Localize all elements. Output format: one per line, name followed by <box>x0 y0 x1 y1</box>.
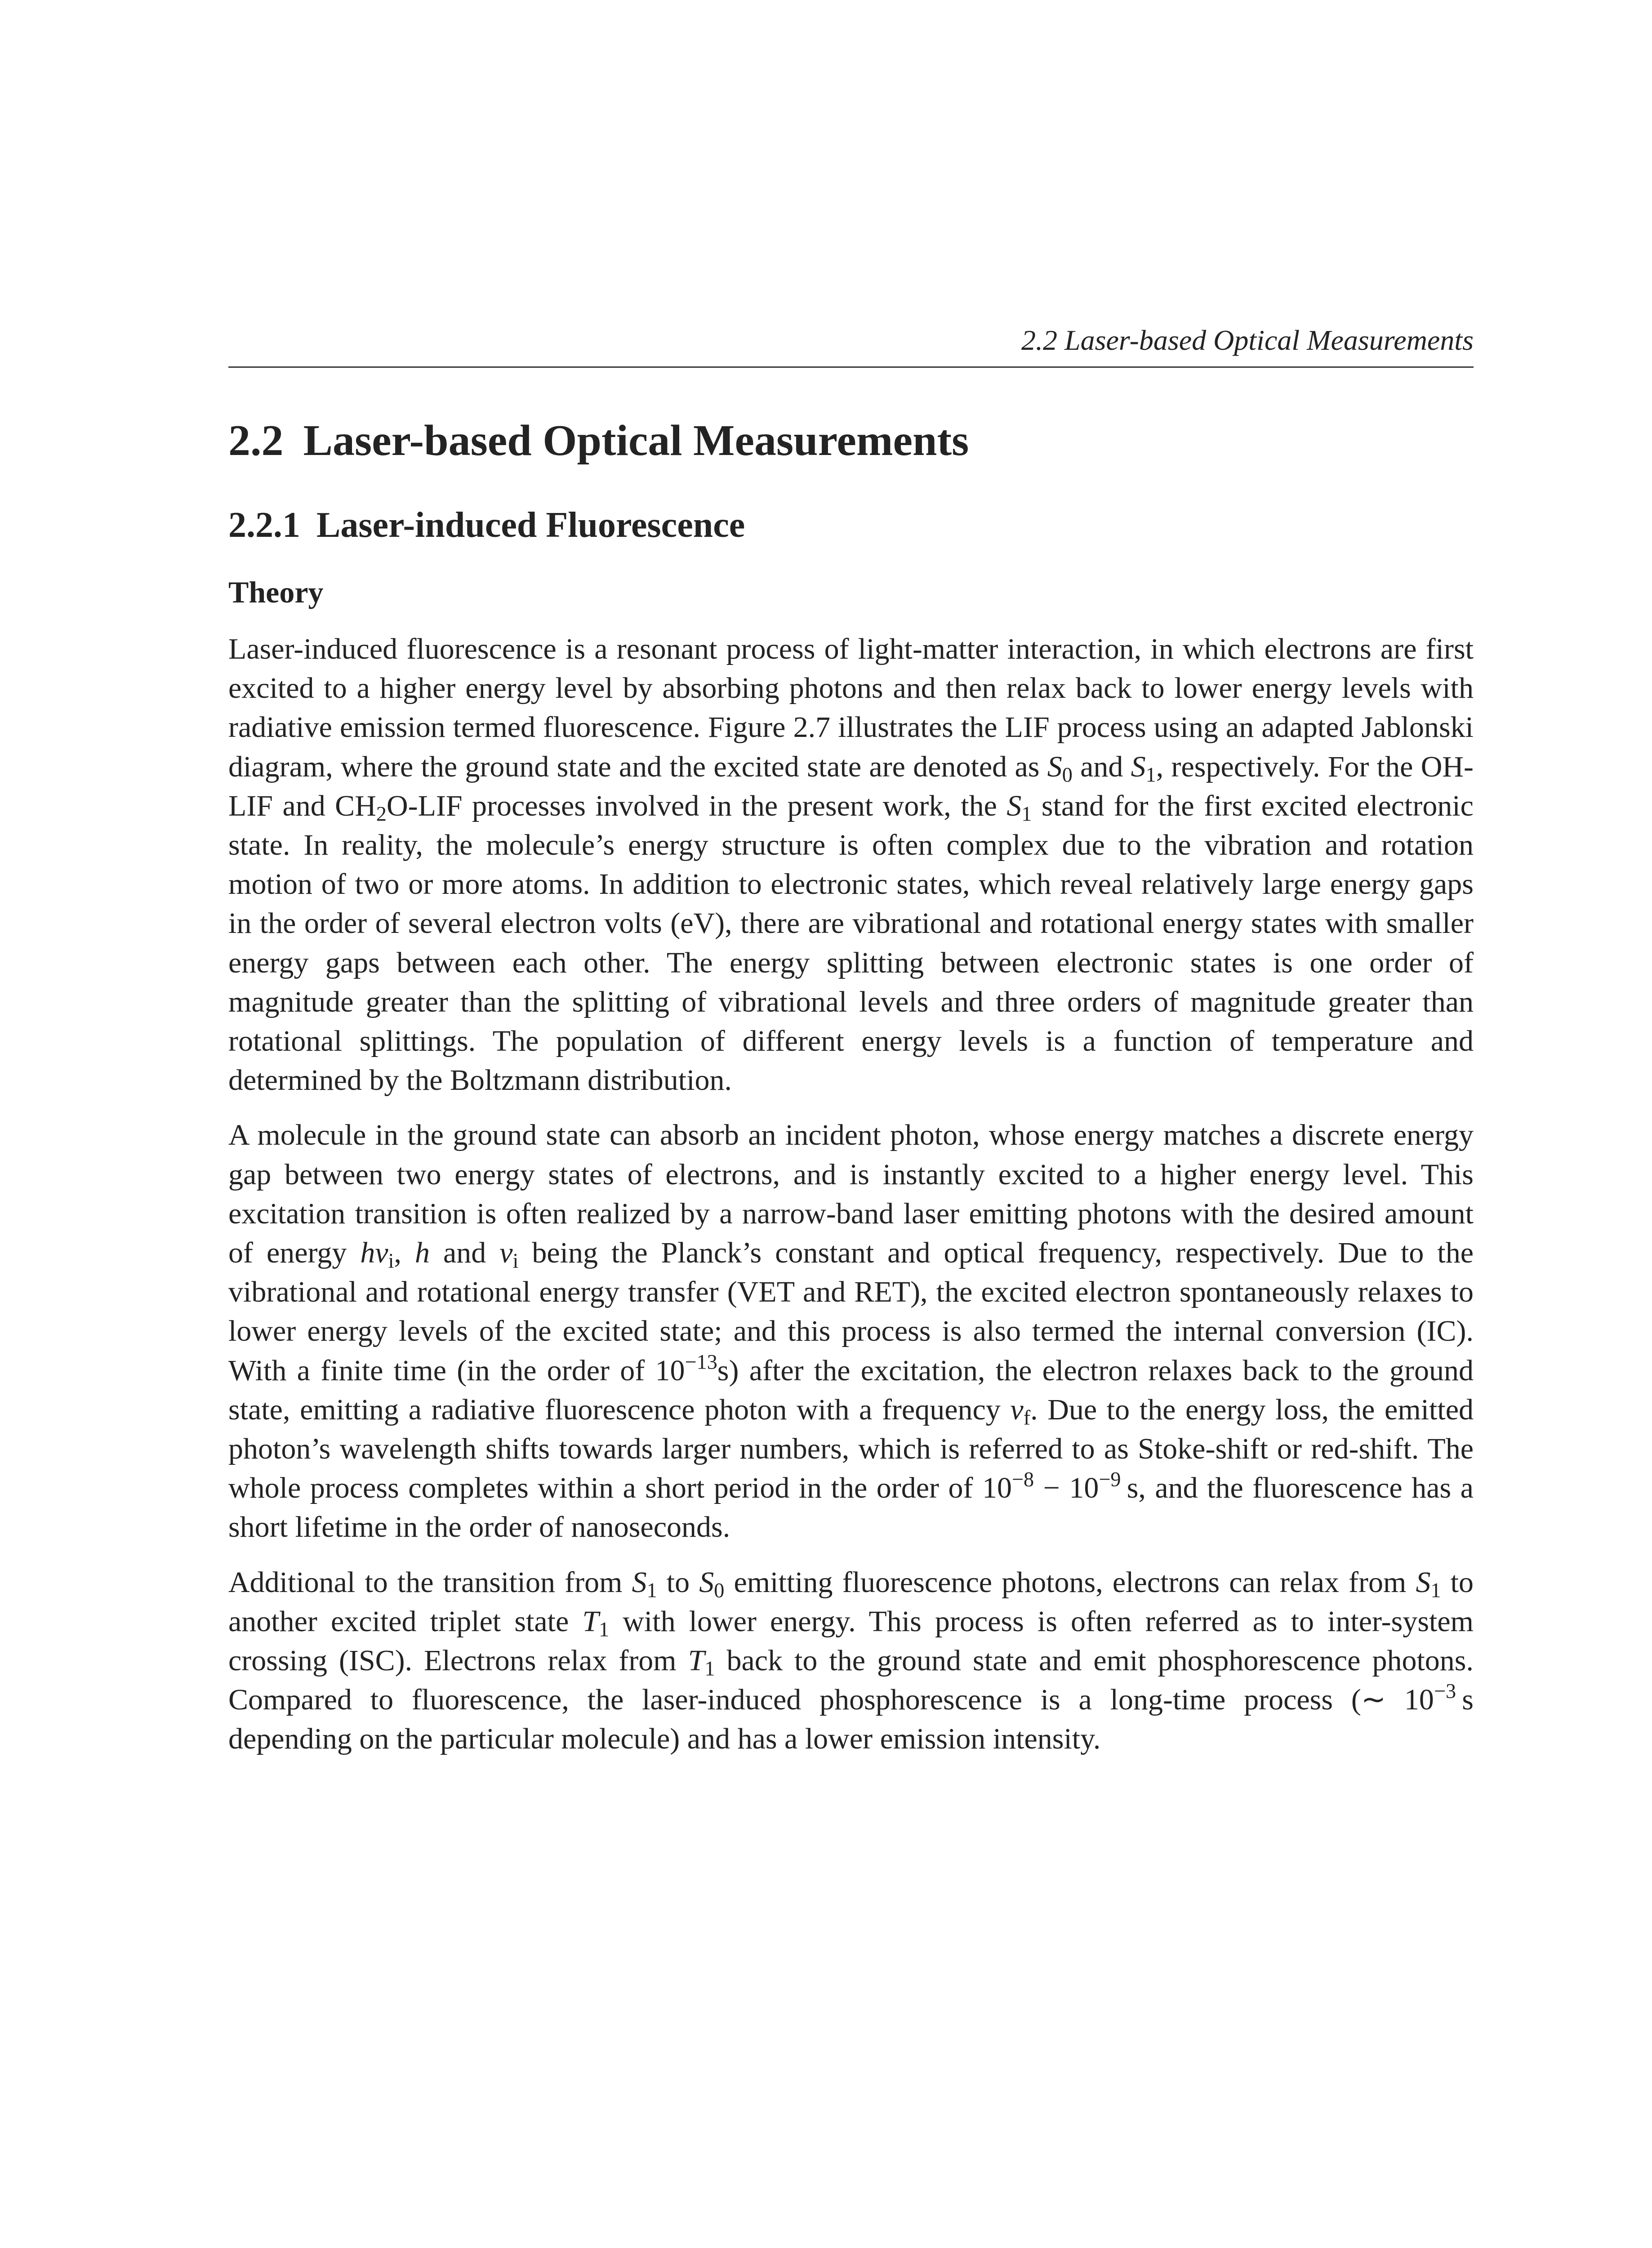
text-run: to another excited triplet state <box>228 1566 1474 1638</box>
math-subscript: f <box>1023 1406 1031 1429</box>
header-rule <box>228 366 1474 368</box>
math-superscript: −13 <box>685 1350 717 1374</box>
text-run: . Due to the energy loss, the emitted photon’s wavelength shifts towards larger numbers, which is referred to as Stoke-shift or red-shift. The whole process completes within a short period in the order of 10 <box>228 1393 1474 1505</box>
text-run: and <box>429 1236 500 1270</box>
text-run: back to the ground state and emit phosphorescence photons. Compared to fluorescence, the laser-induced phosphorescence is a long-time process (∼ 10 <box>228 1644 1474 1717</box>
text-run: to <box>657 1566 699 1599</box>
math-symbol: T <box>688 1644 705 1677</box>
text-run: O-LIF processes involved in the present work, the <box>386 789 1007 822</box>
math-subscript: 0 <box>714 1579 725 1602</box>
math-superscript: −8 <box>1011 1467 1034 1491</box>
math-subscript: 0 <box>1062 763 1073 786</box>
math-subscript: i <box>388 1249 394 1272</box>
math-subscript: 1 <box>704 1657 715 1680</box>
math-symbol: S <box>632 1566 647 1599</box>
math-subscript: 1 <box>646 1579 657 1602</box>
subsection-heading <box>228 503 1474 548</box>
text-run: − 10 <box>1034 1472 1099 1505</box>
math-superscript: −9 <box>1099 1467 1121 1491</box>
math-subscript: i <box>512 1249 519 1272</box>
math-subscript: 1 <box>1145 763 1156 786</box>
text-run: stand for the first excited electronic state. In reality, the molecule’s energy structure is often complex due to the vibration and rotation motion of two or more atoms. In addition to electronic states, which reveal relatively large energy gaps in the order of several electron volts (eV), there are vibrational and rotational energy states with smaller energy gaps between each other. The energy splitting between electronic states is one order of magnitude greater than the splitting of vibrational levels and three orders of magnitude greater than rotational splittings. The population of different energy levels is a function of temperature and determined by the Boltzmann distribution. <box>228 789 1474 1097</box>
text-run: , <box>394 1236 415 1270</box>
subsection-number: 2.2.1 <box>228 505 300 545</box>
math-symbol: S <box>1416 1566 1431 1599</box>
text-run: and <box>1072 750 1131 783</box>
math-symbol: ν <box>499 1236 513 1270</box>
math-subscript: 1 <box>599 1618 610 1641</box>
math-symbol: h <box>414 1236 430 1270</box>
subsubsection-heading: Theory <box>228 575 324 609</box>
text-run: being the Planck’s constant and optical frequency, respectively. Due to the vibrational and rotational energy transfer (VET and RET), the excited electron spontaneously relaxes to lower energy levels of the excited state; and this process is also termed the internal conversion (IC). With a finite time (in the order of 10 <box>228 1236 1474 1387</box>
body-text <box>228 629 1474 1775</box>
math-symbol: S <box>1131 750 1146 783</box>
running-header: 2.2 Laser-based Optical Measurements <box>1021 324 1474 356</box>
text-run: Additional to the transition from <box>228 1566 632 1599</box>
text-run: s) after the excitation, the electron relaxes back to the ground state, emitting a radiative fluorescence photon with a frequency <box>228 1354 1474 1426</box>
text-run: s depending on the particular molecule) and has a lower emission intensity. <box>228 1683 1474 1756</box>
math-symbol: S <box>1006 789 1022 822</box>
paragraph-3 <box>228 1563 1474 1759</box>
section-number: 2.2 <box>228 416 284 465</box>
math-subscript: 1 <box>1430 1579 1441 1602</box>
text-run: , respectively. For the OH-LIF and CH <box>228 750 1474 822</box>
math-symbol: hν <box>360 1236 388 1270</box>
text-run: with lower energy. This process is often referred as to inter-system crossing (ISC). Electrons relax from <box>228 1605 1474 1677</box>
paragraph-1 <box>228 629 1474 1100</box>
math-symbol: S <box>699 1566 714 1599</box>
paragraph-2 <box>228 1115 1474 1547</box>
text-run: A molecule in the ground state can absorb an incident photon, whose energy matches a discrete energy gap between two energy states of electrons, and is instantly excited to a higher energy level. This excitation transition is often realized by a narrow-band laser emitting photons with the desired amount of energy <box>228 1119 1474 1270</box>
math-subscript: 1 <box>1021 802 1032 825</box>
chem-subscript: 2 <box>376 802 387 825</box>
subsection-title-text: Laser-induced Fluorescence <box>316 505 745 545</box>
math-symbol: ν <box>1010 1393 1024 1426</box>
math-symbol: S <box>1047 750 1062 783</box>
text-run: s, and the fluorescence has a short lifetime in the order of nanoseconds. <box>228 1472 1474 1544</box>
math-symbol: T <box>582 1605 599 1638</box>
text-run: Laser-induced fluorescence is a resonant process of light-matter interaction, in which electrons are first excited to a higher energy level by absorbing photons and then relax back to lower energy levels with radiative emission termed fluorescence. Figure 2.7 illustrates the LIF process using an adapted Jablonski diagram, where the ground state and the excited state are denoted as <box>228 633 1474 783</box>
text-run: emitting fluorescence photons, electrons can relax from <box>724 1566 1416 1599</box>
section-heading <box>228 414 1474 468</box>
section-title-text: Laser-based Optical Measurements <box>303 416 969 465</box>
math-superscript: −3 <box>1434 1679 1456 1703</box>
